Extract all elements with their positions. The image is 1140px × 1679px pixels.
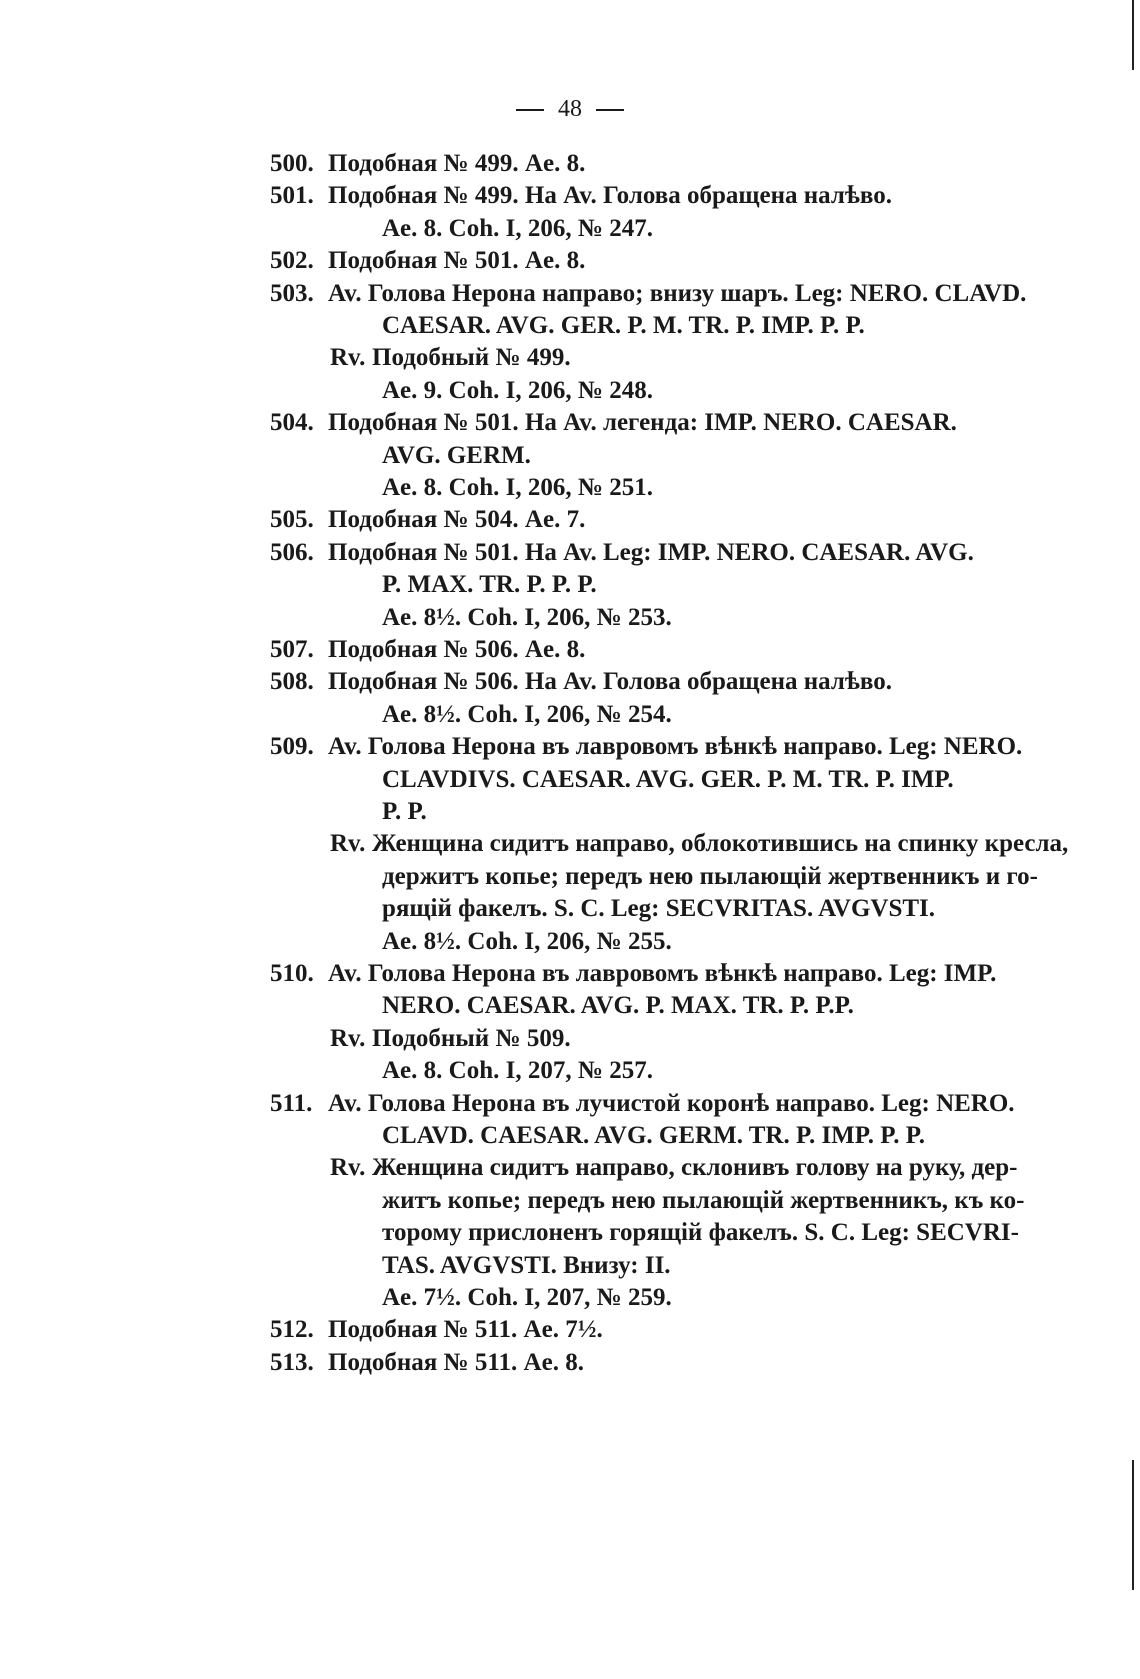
entry-text: TAS. AVGVSTI. Внизу: II.: [382, 1251, 671, 1279]
entry-number: 506.: [270, 538, 314, 566]
entry-text: NERO. CAESAR. AVG. P. MAX. TR. P. P.P.: [382, 992, 854, 1020]
entry-text: Подобная № 506. Ae. 8.: [328, 636, 586, 663]
entry-text: P. P.: [382, 798, 427, 825]
entry-text: Подобная № 501. На Av. легенда: IMP. NERO. CAESAR.: [328, 409, 957, 437]
reverse-label: Rv.: [330, 830, 366, 858]
entry-number: 500.: [270, 150, 314, 177]
entry-number: 501.: [270, 182, 314, 210]
reverse-label: Rv.: [330, 1154, 366, 1182]
entry-text: житъ копье; передъ нею пылающій жертвенникъ, къ ко-: [382, 1186, 1025, 1214]
entry-text: Подобная № 504. Ae. 7.: [328, 506, 586, 534]
entry-text: торому прислоненъ горящій факелъ. S. C. Leg: SECVRI-: [382, 1219, 1019, 1247]
entry-text: Ae. 8½. Coh. I, 206, № 253.: [382, 603, 672, 631]
reverse-label: Rv.: [330, 344, 366, 372]
entry-text: Ae. 8½. Coh. I, 206, № 254.: [382, 700, 672, 728]
entry-text: Подобная № 511. Ae. 8.: [328, 1348, 584, 1376]
entry-number: 513.: [270, 1348, 314, 1376]
dash-right: [596, 109, 624, 111]
entry-text: Подобная № 511. Ae. 7½.: [328, 1316, 603, 1344]
entry-text: CAESAR. AVG. GER. P. M. TR. P. IMP. P. P.: [382, 312, 865, 339]
entry-text: Подобная № 499. На Av. Голова обращена налѣво.: [328, 182, 892, 210]
entry-text: Подобный № 509.: [372, 1024, 571, 1052]
entry-text: Женщина сидитъ направо, облокотившись на спинку кресла,: [372, 830, 1069, 858]
entry-number: 502.: [270, 247, 314, 275]
entry-number: 504.: [270, 409, 314, 437]
entry-text: Подобная № 501. На Av. Leg: IMP. NERO. CAESAR. AVG.: [328, 538, 974, 566]
entry-text: Подобная № 501. Ae. 8.: [328, 247, 586, 275]
page-number: [0, 96, 1140, 123]
entry-text: Av. Голова Нерона въ лучистой коронѣ направо. Leg: NERO.: [328, 1089, 1015, 1117]
entry-text: Ae. 8½. Coh. I, 206, № 255.: [382, 927, 672, 955]
entry-number: 512.: [270, 1316, 314, 1344]
entry-text: Ae. 8. Coh. I, 207, № 257.: [382, 1057, 653, 1085]
page-number-text: 48: [558, 96, 582, 122]
entry-text: CLAVDIVS. CAESAR. AVG. GER. P. M. TR. P. IMP.: [382, 765, 954, 793]
entry-text: рящій факелъ. S. C. Leg: SECVRITAS. AVGVSTI.: [382, 895, 936, 923]
entry-number: 505.: [270, 506, 314, 534]
entry-text: CLAVD. CAESAR. AVG. GERM. TR. P. IMP. P. P.: [382, 1122, 925, 1149]
entry-text: Av. Голова Нерона направо; внизу шаръ. Leg: NERO. CLAVD.: [328, 279, 1027, 307]
entry-number: 511.: [270, 1089, 313, 1117]
entry-text: Av. Голова Нерона въ лавровомъ вѣнкѣ направо. Leg: NERO.: [328, 733, 1023, 761]
entry-text: Подобный № 499.: [372, 344, 571, 372]
entry-number: 508.: [270, 668, 314, 696]
entry-text: Av. Голова Нерона въ лавровомъ вѣнкѣ направо. Leg: IMP.: [328, 960, 997, 987]
entry-text: держитъ копье; передъ нею пылающій жертвенникъ и го-: [382, 862, 1038, 890]
entry-number: 507.: [270, 636, 314, 663]
entry-text: P. MAX. TR. P. P. P.: [382, 571, 597, 599]
dash-left: [516, 109, 544, 111]
entry-number: 509.: [270, 733, 314, 761]
scan-edge-bottom: [1132, 1460, 1134, 1590]
entry-text: Ae. 7½. Coh. I, 207, № 259.: [382, 1284, 672, 1311]
entry-text: Женщина сидитъ направо, склонивъ голову на руку, дер-: [372, 1154, 1018, 1182]
entry-text: Ae. 9. Coh. I, 206, № 248.: [382, 376, 653, 404]
reverse-label: Rv.: [330, 1024, 366, 1052]
entry-text: Ae. 8. Coh. I, 206, № 251.: [382, 474, 653, 501]
entry-text: Подобная № 506. На Av. Голова обращена налѣво.: [328, 668, 892, 696]
entry-text: AVG. GERM.: [382, 441, 531, 469]
entry-text: Подобная № 499. Ae. 8.: [328, 150, 586, 177]
entry-text: Ae. 8. Coh. I, 206, № 247.: [382, 214, 653, 242]
scan-edge-top: [1132, 0, 1134, 70]
entry-number: 510.: [270, 960, 314, 987]
entry-number: 503.: [270, 279, 314, 307]
